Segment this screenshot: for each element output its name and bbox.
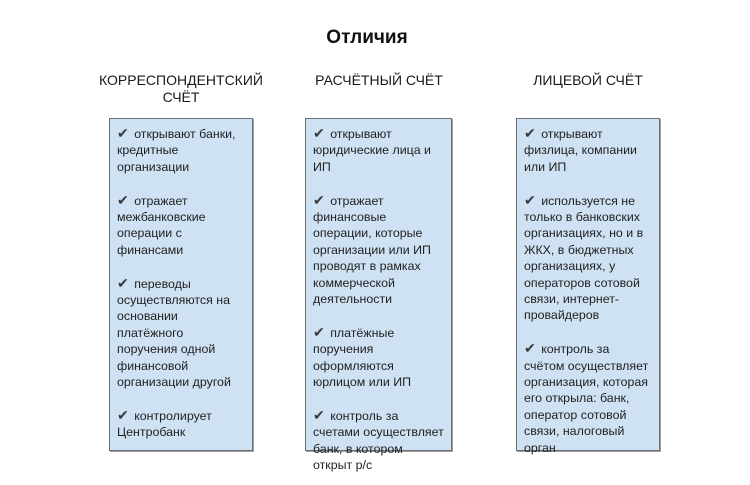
item-text: платёжные поручения оформляются юрлицом или ИП: [313, 325, 412, 390]
item-text: отражает финансовые операции, которые организации или ИП проводят в рамках коммерческой деятельности: [313, 193, 431, 307]
list-item: [524, 340, 653, 456]
settlement-account-box: [305, 118, 452, 473]
column-heading-correspondent: [92, 72, 270, 106]
heading-line: КОРРЕСПОНДЕНТСКИЙ: [99, 72, 263, 88]
list-item: [313, 324, 445, 391]
personal-account-box: [516, 118, 660, 455]
check-icon: ✔: [524, 340, 536, 357]
heading-line: ЛИЦЕВОЙ СЧЁТ: [533, 72, 643, 88]
heading-line: СЧЁТ: [162, 89, 200, 105]
diagram-title: Отличия: [326, 27, 408, 48]
item-text: контроль за счётом осуществляет организация, которая его открыла: банк, оператор сотовой связи, налоговый орган: [524, 342, 649, 455]
item-text: открывают банки, кредитные организации: [117, 127, 236, 174]
check-icon: ✔: [117, 274, 129, 291]
check-icon: ✔: [313, 125, 325, 141]
check-icon: ✔: [117, 125, 129, 141]
list-item: [117, 192, 246, 259]
list-item: [313, 192, 445, 308]
check-icon: ✔: [117, 191, 129, 208]
list-item: [117, 407, 246, 441]
list-item: [313, 407, 445, 474]
item-text: контролирует Центробанк: [117, 408, 212, 440]
column-heading-personal: [508, 72, 668, 89]
check-icon: ✔: [524, 191, 536, 208]
check-icon: ✔: [117, 406, 129, 423]
check-icon: ✔: [313, 323, 325, 340]
item-text: отражает межбанковские операции с финансами: [117, 193, 206, 257]
check-icon: ✔: [313, 406, 325, 423]
list-item: [524, 125, 653, 175]
list-item: [313, 125, 445, 175]
item-text: используется не только в банковских организациях, но и в ЖКХ, в бюджетных организациях, у операторов сотовой связи, интернет-провайдеров: [524, 193, 644, 323]
list-item: [524, 192, 653, 324]
list-item: [117, 275, 246, 391]
item-text: открывают физлица, компании или ИП: [524, 127, 637, 174]
heading-line: РАСЧЁТНЫЙ СЧЁТ: [315, 72, 443, 88]
item-text: контроль за счетами осуществляет банк, в котором открыт р/с: [313, 408, 444, 473]
check-icon: ✔: [524, 125, 536, 141]
item-text: переводы осуществляются на основании платёжного поручения одной финансовой организации другой: [117, 276, 231, 390]
item-text: открывают юридические лица и ИП: [313, 127, 431, 174]
column-heading-settlement: [298, 72, 460, 89]
list-item: [117, 125, 246, 175]
correspondent-account-box: [109, 118, 253, 451]
check-icon: ✔: [313, 191, 325, 208]
